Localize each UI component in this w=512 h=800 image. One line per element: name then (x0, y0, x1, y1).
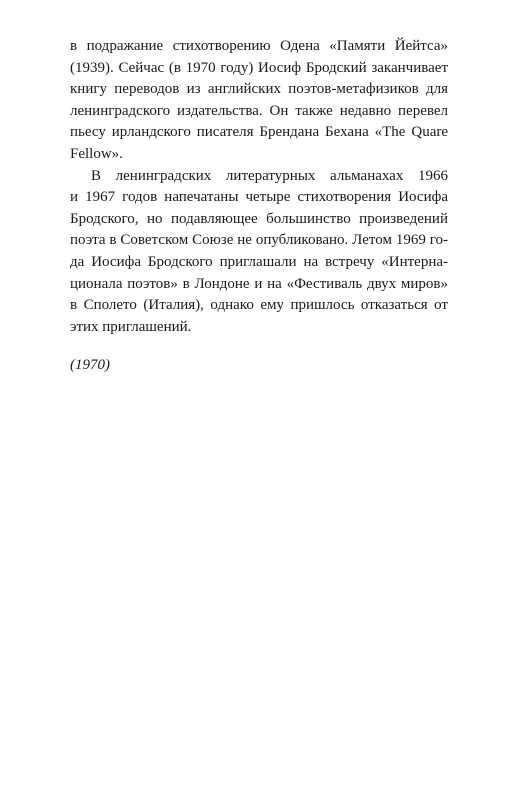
page-text-block (70, 36, 448, 377)
text-line: в Сполето (Италия), однако ему пришлось отказаться от (70, 297, 448, 314)
text-line: в подражание стихотворению Одена «Памяти Йейтса» (70, 38, 448, 54)
text-line: ционала поэтов» в Лондоне и на «Фестиваль двух миров» (70, 275, 448, 292)
text-line: пьесу ирландского писателя Брендана Бехана «The Quare (70, 124, 448, 141)
text-line: Бродского, но подавляющее большинство произведений (70, 210, 448, 227)
text-line: книгу переводов из английских поэтов-метафизиков для (70, 81, 448, 98)
text-line: поэта в Советском Союзе не опубликовано. Летом 1969 го- (70, 232, 448, 249)
date-note: (1970) (70, 357, 110, 374)
paragraph-1 (70, 36, 448, 166)
text-line: и 1967 годов напечатаны четыре стихотворения Иосифа (70, 189, 448, 206)
text-line: этих приглашений. (70, 318, 192, 335)
text-line: (1939). Сейчас (в 1970 году) Иосиф Бродский заканчивает (70, 59, 448, 76)
paragraph-2 (70, 166, 448, 339)
text-line: да Иосифа Бродского приглашали на встречу «Интерна- (70, 253, 448, 270)
text-line: ленинградского издательства. Он также недавно перевел (70, 102, 448, 119)
text-line: В ленинградских литературных альманахах 1966 (91, 167, 448, 184)
text-line: Fellow». (70, 145, 123, 162)
